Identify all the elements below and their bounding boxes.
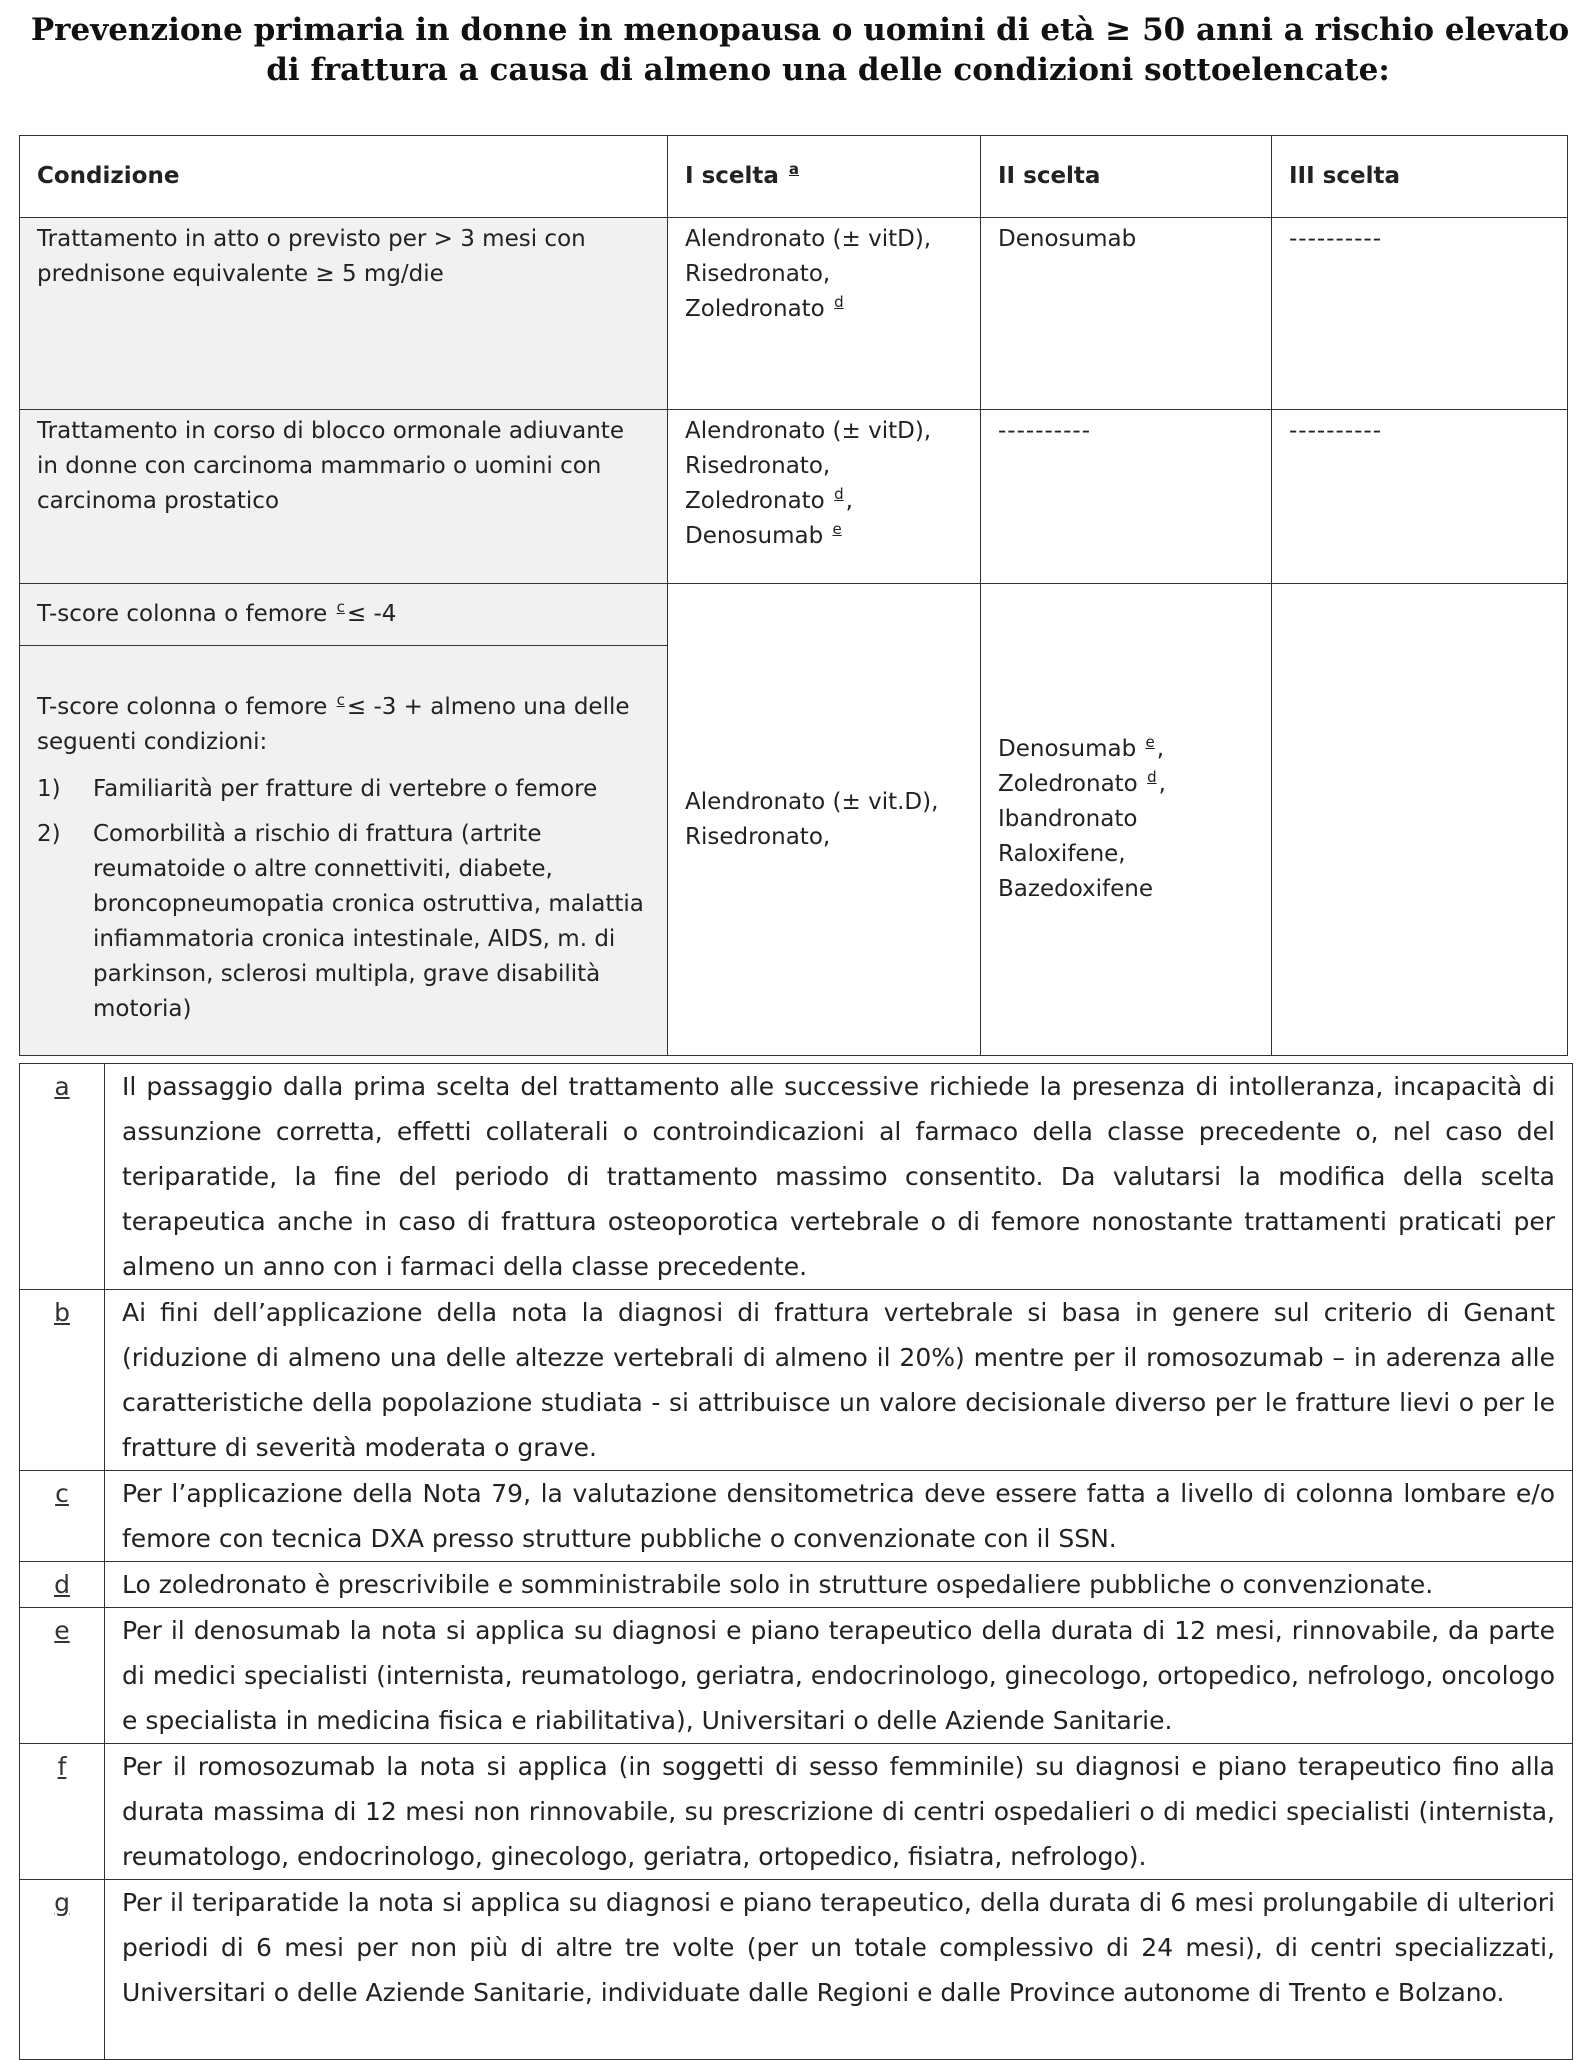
third-choice-cell <box>1272 584 1568 1056</box>
footnote-text: Per il romosozumab la nota si applica (in soggetti di sesso femminile) su diagnosi e piano terapeutico fino alla durata massima di 12 mesi non rinnovabile, su prescrizione di centri ospedalieri o di medici specialisti (internista, reumatologo, endocrinologo, ginecologo, geriatra, ortopedico, fisiatra, nefrologo). <box>105 1744 1573 1880</box>
footnote-text: Lo zoledronato è prescrivibile e somministrabile solo in strutture ospedaliere pubbliche o convenzionate. <box>105 1562 1573 1608</box>
condition-cell: Trattamento in atto o previsto per > 3 mesi con prednisone equivalente ≥ 5 mg/die <box>20 218 668 410</box>
first-choice-cell: Alendronato (± vit.D), Risedronato, <box>668 584 981 1056</box>
footnotes-table <box>19 1063 1573 2060</box>
footnote-ref: d <box>834 485 844 503</box>
footnote-text: Ai fini dell’applicazione della nota la diagnosi di frattura vertebrale si basa in genere sul criterio di Genant (riduzione di almeno una delle altezze vertebrali di almeno il 20%) mentre per il romosozumab – in aderenza alle caratteristiche della popolazione studiata - si attribuisce un valore decisionale diverso per le fratture lievi o per le fratture di severità moderata o grave. <box>105 1290 1573 1471</box>
page-title <box>0 10 1580 90</box>
first-choice-cell: Alendronato (± vitD), Risedronato, Zoledronato $^d$, Denosumab $^e$ <box>668 410 981 584</box>
footnote-row <box>20 1562 1573 1608</box>
second-choice-cell: Denosumab <box>981 218 1272 410</box>
list-item: 1) Familiarità per fratture di vertebre o femore <box>37 776 598 802</box>
footnote-ref: e <box>832 520 842 538</box>
table-row <box>20 218 1568 410</box>
conditions-list <box>37 772 650 1027</box>
footnote-row <box>20 1064 1573 1290</box>
list-item: 2) Comorbilità a rischio di frattura (artrite reumatoide o altre connettiviti, diabete, broncopneumopatia cronica ostruttiva, malattia infiammatoria cronica intestinale, AIDS, m. di parkinson, sclerosi multipla, grave disabilità motoria) <box>37 821 644 1022</box>
header-first-choice: I scelta $^a$ <box>668 136 981 218</box>
title-line-2: di frattura a causa di almeno una delle condizioni sottoelencate: <box>266 52 1390 88</box>
first-choice-cell: Alendronato (± vitD), Risedronato, Zoledronato $^d$ <box>668 218 981 410</box>
footnote-letter: a <box>20 1064 105 1290</box>
condition-cell: T-score colonna o femore $^c$≤ -3 + almeno una delle seguenti condizioni: 1) Familiarità per fratture di vertebre o femore 2) Comorbilità a rischio di frattura (artrite reumatoide o altre connettiviti, diabete, broncopneumopatia cronica ostruttiva, malattia infiammatoria cronica intestinale, AIDS, m. di parkinson, sclerosi multipla, grave disabilità motoria) <box>20 646 668 1056</box>
header-condition: Condizione <box>20 136 668 218</box>
footnote-letter: d <box>20 1562 105 1608</box>
footnote-ref: c <box>336 598 345 616</box>
footnote-ref: d <box>834 293 844 311</box>
condition-cell: T-score colonna o femore $^c$≤ -4 <box>20 584 668 646</box>
second-choice-cell: Denosumab $^e$, Zoledronato $^d$, Ibandronato Raloxifene, Bazedoxifene <box>981 584 1272 1056</box>
footnote-letter: b <box>20 1290 105 1471</box>
footnote-row <box>20 1471 1573 1562</box>
footnote-row <box>20 1608 1573 1744</box>
second-choice-cell: ---------- <box>981 410 1272 584</box>
header-second-choice: II scelta <box>981 136 1272 218</box>
table-row <box>20 584 1568 646</box>
footnote-letter: g <box>20 1880 105 2060</box>
footnote-text: Per il denosumab la nota si applica su diagnosi e piano terapeutico della durata di 12 mesi, rinnovabile, da parte di medici specialisti (internista, reumatologo, geriatra, endocrinologo, ginecologo, ortopedico, nefrologo, oncologo e specialista in medicina fisica e riabilitativa), Universitari o delle Aziende Sanitarie. <box>105 1608 1573 1744</box>
footnote-row <box>20 1290 1573 1471</box>
condition-cell: Trattamento in corso di blocco ormonale adiuvante in donne con carcinoma mammario o uomini con carcinoma prostatico <box>20 410 668 584</box>
footnote-ref: c <box>336 691 345 709</box>
footnote-ref: a <box>788 160 800 178</box>
footnote-ref: d <box>1147 768 1157 786</box>
footnote-text: Per il teriparatide la nota si applica su diagnosi e piano terapeutico, della durata di 6 mesi prolungabile di ulteriori periodi di 6 mesi per non più di altre tre volte (per un totale complessivo di 24 mesi), di centri specializzati, Universitari o delle Aziende Sanitarie, individuate dalle Regioni e dalle Province autonome di Trento e Bolzano. <box>105 1880 1573 2060</box>
footnote-letter: c <box>20 1471 105 1562</box>
treatment-table <box>19 135 1568 1056</box>
third-choice-cell: ---------- <box>1272 218 1568 410</box>
footnote-row <box>20 1744 1573 1880</box>
footnote-letter: f <box>20 1744 105 1880</box>
table-row <box>20 410 1568 584</box>
title-line-1: Prevenzione primaria in donne in menopausa o uomini di età ≥ 50 anni a rischio elevato <box>30 12 1570 48</box>
footnote-text: Per l’applicazione della Nota 79, la valutazione densitometrica deve essere fatta a livello di colonna lombare e/o femore con tecnica DXA presso strutture pubbliche o convenzionate con il SSN. <box>105 1471 1573 1562</box>
footnote-letter: e <box>20 1608 105 1744</box>
third-choice-cell: ---------- <box>1272 410 1568 584</box>
footnote-ref: e <box>1145 733 1155 751</box>
header-third-choice: III scelta <box>1272 136 1568 218</box>
footnote-row <box>20 1880 1573 2060</box>
table-header-row <box>20 136 1568 218</box>
footnote-text: Il passaggio dalla prima scelta del trattamento alle successive richiede la presenza di intolleranza, incapacità di assunzione corretta, effetti collaterali o controindicazioni al farmaco della classe precedente o, nel caso del teriparatide, la fine del periodo di trattamento massimo consentito. Da valutarsi la modifica della scelta terapeutica anche in caso di frattura osteoporotica vertebrale o di femore nonostante trattamenti praticati per almeno un anno con i farmaci della classe precedente. <box>105 1064 1573 1290</box>
